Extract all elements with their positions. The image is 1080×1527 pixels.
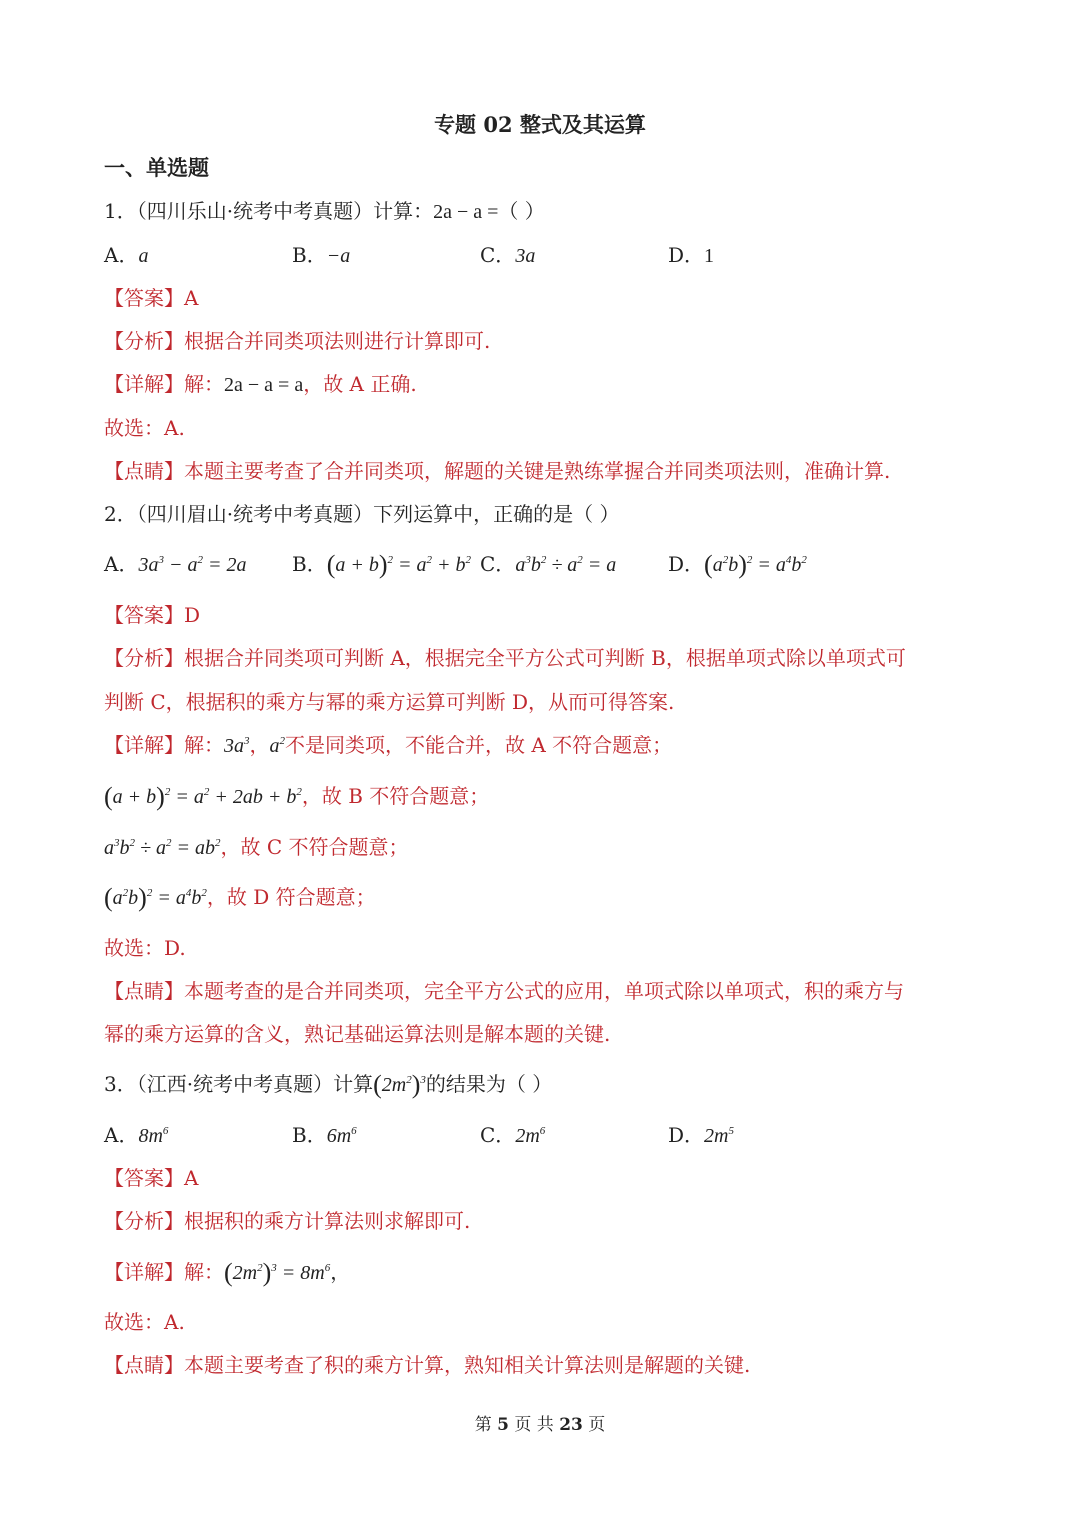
q3-option-b-math: $6m^6$ [326, 1125, 357, 1147]
q2-detail-a: 【详解】解：$3a^3$，$a^2$不是同类项，不能合并，故 A 不符合题意； [104, 733, 673, 757]
q2-answer-value: D [184, 603, 201, 627]
q1-option-c-label: C． [480, 243, 516, 267]
q1-option-c [480, 243, 535, 268]
q2-detail-b [104, 784, 489, 809]
q2-option-d-math: $(a^2b)^2 = a^4b^2$ [704, 550, 807, 579]
footer-word-gong: 共 [536, 1415, 554, 1435]
q3-comment-text: 本题主要考查了积的乘方计算，熟知相关计算法则是解题的关键. [184, 1353, 751, 1377]
q2-detail-a-text: 不是同类项，不能合并，故 A 不符合题意； [285, 733, 673, 757]
q3-option-d-label: D． [668, 1123, 705, 1147]
q2-detail-b-text: ，故 B 不符合题意； [301, 784, 490, 808]
q2-detail-c-math: $a^3b^2 \div a^2 = ab^2$ [104, 837, 221, 859]
q3-detail-tag: 【详解】 [104, 1260, 184, 1284]
footer-word-di: 第 [474, 1415, 492, 1435]
q1-stem-prefix: 1．（四川乐山·统考中考真题）计算： [104, 199, 434, 223]
q3-option-a-math: $8m^6$ [138, 1125, 169, 1147]
q1-option-d-math: 1 [704, 245, 715, 267]
q1-analysis-tag: 【分析】 [104, 329, 184, 353]
q1-analysis-text: 根据合并同类项法则进行计算即可. [184, 329, 491, 353]
q3-answer-tag: 【答案】 [104, 1166, 184, 1190]
q3-detail-prefix: 解： [184, 1260, 224, 1284]
q1-option-d [668, 243, 714, 268]
q3-stem [104, 1072, 552, 1097]
section-heading: 一、单选题 [104, 155, 209, 180]
q1-detail-suffix: ，故 A 正确. [303, 372, 417, 396]
q3-option-a-label: A． [104, 1123, 139, 1147]
q3-option-c-math: $2m^6$ [515, 1125, 546, 1147]
q1-detail-tag: 【详解】 [104, 372, 184, 396]
footer-page-number: 5 [497, 1415, 509, 1435]
q3-option-a [104, 1123, 168, 1148]
q1-answer-value: A [184, 286, 199, 310]
page-title: 专题 02 整式及其运算 [434, 112, 646, 137]
q3-option-d-math: $2m^5$ [704, 1125, 734, 1147]
q3-detail-math: $(2m^2)^3 = 8m^6$ [224, 1258, 331, 1287]
q2-answer [104, 603, 200, 627]
q1-option-b-math: −a [326, 245, 351, 267]
q3-option-b [292, 1123, 357, 1148]
q2-detail-tag: 【详解】 [104, 733, 184, 757]
q2-option-b-label: B． [292, 552, 327, 576]
q1-choose: 故选：A. [104, 416, 185, 440]
q3-answer [104, 1166, 198, 1190]
q2-detail-d-text: ，故 D 符合题意； [206, 885, 376, 909]
q2-analysis-tag: 【分析】 [104, 646, 184, 670]
q2-detail-d [104, 885, 376, 910]
q2-detail-c-text: ，故 C 不符合题意； [220, 835, 409, 859]
q3-answer-value: A [184, 1166, 199, 1190]
q1-option-d-label: D． [668, 243, 705, 267]
q2-option-a-label: A． [104, 552, 139, 576]
q1-comment-text: 本题主要考查了合并同类项，解题的关键是熟练掌握合并同类项法则，准确计算. [184, 459, 891, 483]
q1-answer [104, 286, 198, 310]
q2-detail-b-math: $(a + b)^2 = a^2 + 2ab + b^2$ [104, 782, 302, 811]
q2-answer-tag: 【答案】 [104, 603, 184, 627]
q2-choose: 故选：D. [104, 936, 186, 960]
q3-stem-math: $(2m^2)^3$ [373, 1070, 426, 1099]
q2-analysis-line1 [104, 646, 906, 670]
q3-analysis-text: 根据积的乘方计算法则求解即可. [184, 1209, 471, 1233]
q2-option-b [292, 552, 471, 577]
q2-option-d-label: D． [668, 552, 705, 576]
q2-comment-line2: 幂的乘方运算的含义，熟记基础运算法则是解本题的关键. [104, 1022, 611, 1046]
q2-option-c [480, 552, 616, 577]
q2-comment-text-1: 本题考查的是合并同类项，完全平方公式的应用，单项式除以单项式，积的乘方与 [184, 979, 904, 1003]
q2-option-b-math: $(a + b)^2 = a^2 + b^2$ [326, 550, 472, 579]
q2-comment-tag: 【点睛】 [104, 979, 184, 1003]
q2-option-a [104, 552, 246, 577]
q1-option-c-math: 3a [515, 245, 536, 267]
q1-stem-suffix: （ ） [498, 199, 545, 223]
footer-word-ye-2: 页 [588, 1415, 606, 1435]
page-footer [0, 1414, 1080, 1436]
q2-analysis-line2: 判断 C，根据积的乘方与幂的乘方运算可判断 D，从而可得答案. [104, 690, 675, 714]
q3-detail: 【详解】解：$(2m^2)^3 = 8m^6$， [104, 1258, 351, 1287]
q1-stem [104, 199, 545, 224]
q2-analysis-text-1: 根据合并同类项可判断 A，根据完全平方公式可判断 B，根据单项式除以单项式可 [184, 646, 906, 670]
footer-total-pages: 23 [559, 1415, 583, 1435]
footer-word-ye: 页 [514, 1415, 532, 1435]
q3-option-b-label: B． [292, 1123, 327, 1147]
q3-option-c-label: C． [480, 1123, 516, 1147]
q2-comment-line1 [104, 979, 904, 1003]
q2-detail-a-math2: $a^2$ [269, 735, 285, 757]
q2-option-c-label: C． [480, 552, 516, 576]
q1-stem-math: 2a − a = [433, 201, 499, 223]
q1-option-a [104, 243, 148, 268]
q2-detail-d-math: $(a^2b)^2 = a^4b^2$ [104, 883, 207, 912]
q3-analysis-tag: 【分析】 [104, 1209, 184, 1233]
q1-comment-tag: 【点睛】 [104, 459, 184, 483]
q2-detail-prefix: 解： [184, 733, 224, 757]
q1-answer-tag: 【答案】 [104, 286, 184, 310]
q3-stem-suffix: 的结果为（ ） [425, 1072, 553, 1096]
q2-detail-c [104, 835, 409, 860]
q3-comment [104, 1353, 750, 1377]
q3-analysis [104, 1209, 470, 1233]
q2-detail-a-math: $3a^3$ [224, 735, 250, 757]
q2-option-d [668, 552, 807, 577]
q1-detail-math: 2a − a = a [224, 374, 304, 396]
q2-option-c-math: $a^3b^2 \div a^2 = a$ [515, 554, 617, 576]
q1-option-b-label: B． [292, 243, 327, 267]
q1-detail-prefix: 解： [184, 372, 224, 396]
q1-analysis [104, 329, 490, 353]
q3-option-d [668, 1123, 734, 1148]
q1-comment [104, 459, 890, 483]
q2-option-a-math: $3a^3 - a^2 = 2a$ [138, 554, 247, 576]
q3-comment-tag: 【点睛】 [104, 1353, 184, 1377]
q3-stem-prefix: 3．（江西·统考中考真题）计算 [104, 1072, 374, 1096]
q1-option-a-label: A． [104, 243, 139, 267]
q3-choose: 故选：A. [104, 1310, 185, 1334]
q3-option-c [480, 1123, 545, 1148]
q1-option-b [292, 243, 350, 268]
q2-stem: 2．（四川眉山·统考中考真题）下列运算中，正确的是（ ） [104, 502, 620, 526]
q1-option-a-math: a [138, 245, 149, 267]
q1-detail [104, 372, 417, 397]
